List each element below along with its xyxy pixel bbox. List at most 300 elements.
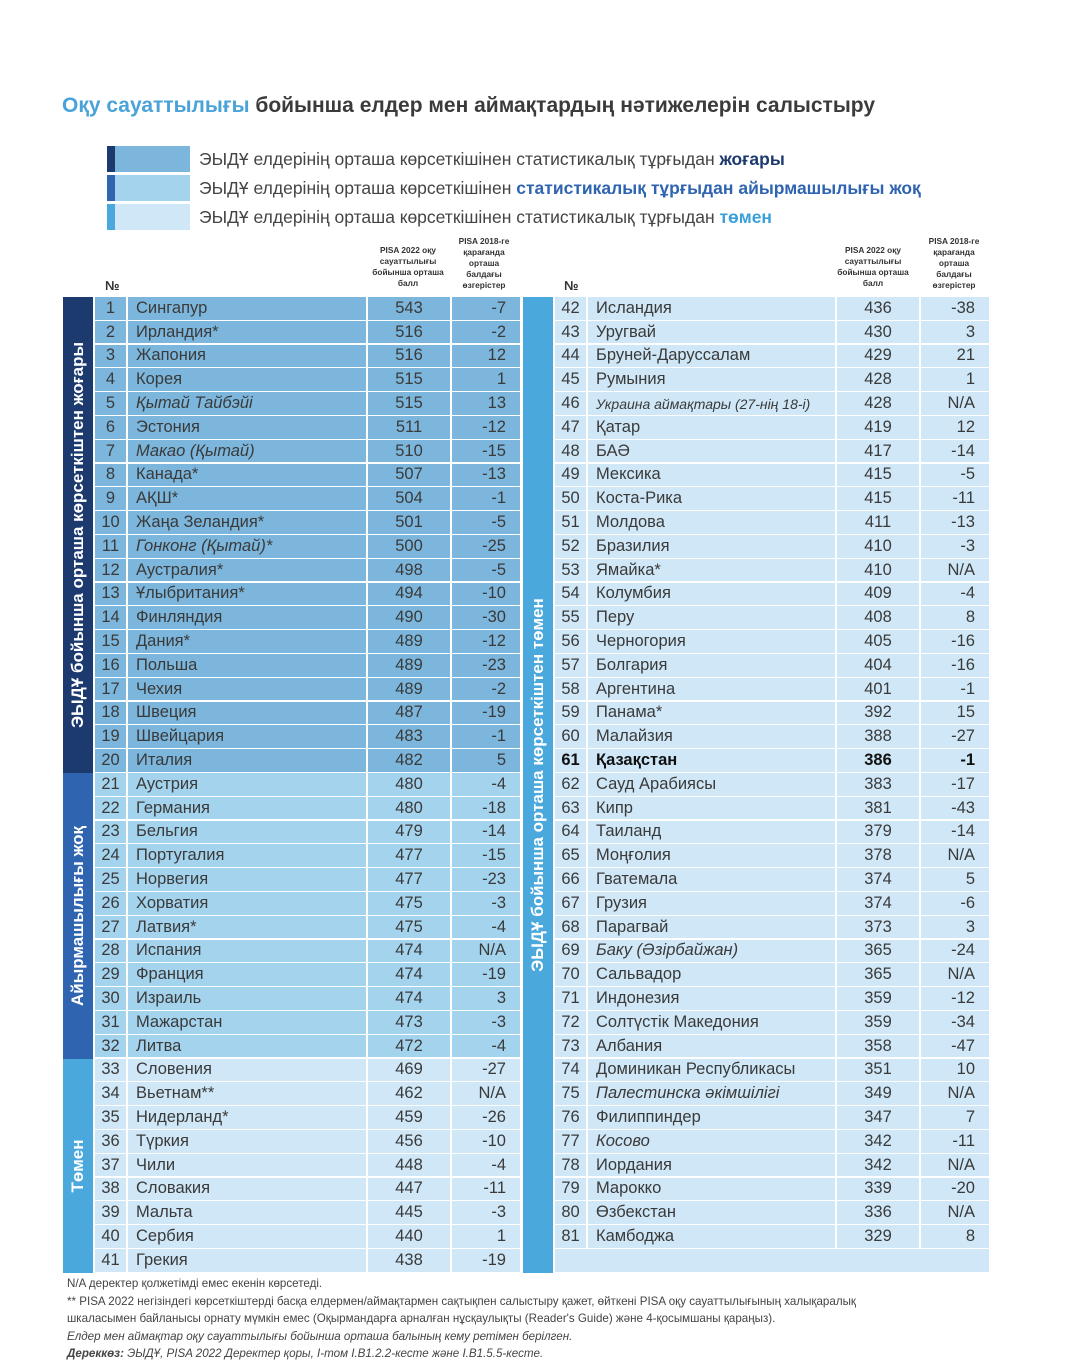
change-value: -12 [452,416,522,440]
row-number: 74 [555,1059,588,1083]
table-row [95,559,522,583]
row-number: 51 [555,511,588,535]
change-value: 3 [921,916,991,940]
change-value: -3 [452,1201,522,1225]
country-name: Нидерланд* [128,1106,368,1130]
table-row [555,702,991,726]
score-value: 482 [368,749,452,773]
row-number: 26 [95,892,128,916]
legend-swatch-bar [107,204,115,230]
notes [67,1275,856,1363]
left-change-header: PISA 2018-ге қарағанда орташа балдағы өзгерістер [458,236,510,290]
right-change-header: PISA 2018-ге қарағанда орташа балдағы өзгерістер [928,236,980,290]
row-number: 13 [95,583,128,607]
country-name: Түркия [128,1130,368,1154]
country-name: АҚШ* [128,487,368,511]
country-name: Албания [588,1035,837,1059]
table-row [555,1201,991,1225]
country-name: Жапония [128,345,368,369]
country-name: Исландия [588,297,837,321]
score-value: 440 [368,1225,452,1249]
change-value: -3 [452,1011,522,1035]
row-number: 20 [95,749,128,773]
table-row [95,1059,522,1083]
country-name: Палестинска әкімшілігі [588,1082,837,1106]
table-row [95,1201,522,1225]
country-name: Вьетнам** [128,1082,368,1106]
country-name: Косово [588,1130,837,1154]
country-name: Солтүстік Македония [588,1011,837,1035]
legend-item [107,204,1007,230]
score-value: 388 [837,725,921,749]
score-value: 336 [837,1201,921,1225]
change-value: N/A [921,392,991,416]
score-value: 472 [368,1035,452,1059]
change-value: -1 [921,678,991,702]
score-value: 359 [837,1011,921,1035]
country-name: Кипр [588,797,837,821]
row-number: 37 [95,1154,128,1178]
title-rest: бойынша елдер мен аймақтардың нәтижелерін салыстыру [249,94,875,117]
score-value: 480 [368,773,452,797]
country-name: Бельгия [128,821,368,845]
table-row [95,440,522,464]
score-value: 365 [837,940,921,964]
row-number: 6 [95,416,128,440]
row-number: 10 [95,511,128,535]
score-value: 383 [837,773,921,797]
country-name: Перу [588,606,837,630]
score-value: 415 [837,464,921,488]
score-value: 447 [368,1178,452,1202]
country-name: Сербия [128,1225,368,1249]
row-number: 44 [555,345,588,369]
table-row [555,464,991,488]
table-row [95,797,522,821]
change-value: -12 [921,987,991,1011]
change-value: N/A [921,559,991,583]
country-name: Моңғолия [588,844,837,868]
change-value: -11 [921,1130,991,1154]
change-value: -14 [452,821,522,845]
row-number: 78 [555,1154,588,1178]
change-value: -2 [452,321,522,345]
score-value: 500 [368,535,452,559]
change-value: 5 [921,868,991,892]
country-name: Словения [128,1059,368,1083]
row-number: 80 [555,1201,588,1225]
change-value: -1 [452,725,522,749]
row-number: 7 [95,440,128,464]
country-name: Норвегия [128,868,368,892]
country-name: Испания [128,940,368,964]
row-number: 45 [555,368,588,392]
row-number: 70 [555,963,588,987]
change-value: -14 [921,821,991,845]
change-value: -10 [452,1130,522,1154]
table-row [95,1249,522,1273]
score-value: 489 [368,654,452,678]
score-value: 501 [368,511,452,535]
row-number: 57 [555,654,588,678]
change-value: 12 [452,345,522,369]
change-value: -1 [921,749,991,773]
row-number: 3 [95,345,128,369]
country-name: Канада* [128,464,368,488]
table-row [95,1082,522,1106]
change-value: -18 [452,797,522,821]
table-row [555,1225,991,1249]
row-number: 50 [555,487,588,511]
change-value: -4 [452,773,522,797]
row-number: 76 [555,1106,588,1130]
change-value: -19 [452,1249,522,1273]
country-name: Франция [128,963,368,987]
country-name: Хорватия [128,892,368,916]
change-value: 15 [921,702,991,726]
country-name: Эстония [128,416,368,440]
score-value: 381 [837,797,921,821]
country-name: Ұлыбритания* [128,583,368,607]
table-row [95,1106,522,1130]
row-number: 16 [95,654,128,678]
country-name: Парагвай [588,916,837,940]
score-value: 469 [368,1059,452,1083]
source-text: ЭЫДҰ, PISA 2022 Деректер қоры, I-том I.B1.2.2-кесте және I.B1.5.5-кесте. [123,1347,544,1360]
table-row [95,1035,522,1059]
row-number: 18 [95,702,128,726]
score-value: 445 [368,1201,452,1225]
score-value: 515 [368,392,452,416]
table-row [95,392,522,416]
table-row [555,725,991,749]
table-row [555,1082,991,1106]
table-row [95,606,522,630]
change-value: -4 [452,1035,522,1059]
change-value: 3 [921,321,991,345]
score-value: 359 [837,987,921,1011]
score-value: 379 [837,821,921,845]
country-name: Аустрия [128,773,368,797]
country-name: Румыния [588,368,837,392]
country-name: Марокко [588,1178,837,1202]
left-score-header: PISA 2022 оқу сауаттылығы бойынша орташа балл [372,245,444,288]
score-value: 411 [837,511,921,535]
country-name: Индонезия [588,987,837,1011]
row-number: 22 [95,797,128,821]
table-row [555,440,991,464]
row-number: 25 [95,868,128,892]
score-value: 374 [837,868,921,892]
table-row [95,725,522,749]
change-value: -1 [452,487,522,511]
table-row [555,559,991,583]
score-value: 405 [837,630,921,654]
row-number: 69 [555,940,588,964]
band-below-right [523,297,553,1273]
country-name: Қытай Тайбэйі [128,392,368,416]
change-value: -30 [452,606,522,630]
row-number: 68 [555,916,588,940]
table-row [95,321,522,345]
change-value: -43 [921,797,991,821]
table-row [95,535,522,559]
legend-prefix: ЭЫДҰ елдерінің орташа көрсеткішінен [199,178,517,198]
change-value: 5 [452,749,522,773]
country-name: Коста-Рика [588,487,837,511]
note-footnote-2: шкаласымен байланысы орнату мүмкін емес (Оқырмандарға арналған нұсқаулықты (Reader's Guide) және 4-қосымшаны қараңыз). [67,1312,776,1325]
change-value: 8 [921,1225,991,1249]
country-name: Литва [128,1035,368,1059]
country-name: Мажарстан [128,1011,368,1035]
country-name: Аргентина [588,678,837,702]
change-value: -14 [921,440,991,464]
table-row [95,892,522,916]
country-name: Корея [128,368,368,392]
table-row [555,963,991,987]
table-row [555,844,991,868]
score-value: 410 [837,559,921,583]
score-value: 456 [368,1130,452,1154]
change-value: -27 [452,1059,522,1083]
score-value: 483 [368,725,452,749]
row-number: 42 [555,297,588,321]
score-value: 358 [837,1035,921,1059]
row-number: 49 [555,464,588,488]
row-number: 75 [555,1082,588,1106]
change-value: 21 [921,345,991,369]
table-row [95,654,522,678]
country-name: Латвия* [128,916,368,940]
row-number: 71 [555,987,588,1011]
country-name: Финляндия [128,606,368,630]
country-name: Малайзия [588,725,837,749]
note-source [67,1345,856,1363]
change-value: -19 [452,963,522,987]
score-value: 417 [837,440,921,464]
row-number: 56 [555,630,588,654]
score-value: 339 [837,1178,921,1202]
table-row [95,749,522,773]
table-row [555,535,991,559]
change-value: -7 [452,297,522,321]
table-row [95,678,522,702]
change-value: 10 [921,1059,991,1083]
row-number: 52 [555,535,588,559]
table-row [555,892,991,916]
right-score-header: PISA 2022 оқу сауаттылығы бойынша орташа балл [837,245,909,288]
country-name: Молдова [588,511,837,535]
change-value: -47 [921,1035,991,1059]
score-value: 448 [368,1154,452,1178]
score-value: 374 [837,892,921,916]
score-value: 351 [837,1059,921,1083]
table-row [555,797,991,821]
change-value: -3 [921,535,991,559]
row-number: 48 [555,440,588,464]
table-row [555,368,991,392]
country-name: Дания* [128,630,368,654]
country-name: Колумбия [588,583,837,607]
score-value: 475 [368,892,452,916]
row-number: 58 [555,678,588,702]
change-value: 7 [921,1106,991,1130]
score-value: 409 [837,583,921,607]
legend-item [107,146,1007,172]
country-name: Аустралия* [128,559,368,583]
row-number: 43 [555,321,588,345]
country-name: Бразилия [588,535,837,559]
row-number: 4 [95,368,128,392]
table-row [555,392,991,416]
score-value: 408 [837,606,921,630]
country-name: Филиппиндер [588,1106,837,1130]
row-number: 14 [95,606,128,630]
country-name: Болгария [588,654,837,678]
row-number: 66 [555,868,588,892]
score-value: 494 [368,583,452,607]
score-value: 489 [368,630,452,654]
row-number: 39 [95,1201,128,1225]
change-value: -34 [921,1011,991,1035]
score-value: 415 [837,487,921,511]
change-value: -23 [452,654,522,678]
change-value: -10 [452,583,522,607]
row-number: 62 [555,773,588,797]
change-value: -3 [452,892,522,916]
table-row [95,963,522,987]
score-value: 404 [837,654,921,678]
table-row [555,1130,991,1154]
score-value: 507 [368,464,452,488]
score-value: 342 [837,1154,921,1178]
row-number: 21 [95,773,128,797]
score-value: 479 [368,821,452,845]
row-number: 28 [95,940,128,964]
row-number: 53 [555,559,588,583]
band-below-left [63,1059,93,1273]
legend-swatch-bar [107,175,115,201]
country-name: Таиланд [588,821,837,845]
row-number: 24 [95,844,128,868]
country-name: Швейцария [128,725,368,749]
country-name: Чехия [128,678,368,702]
table-row [555,987,991,1011]
score-value: 430 [837,321,921,345]
row-number: 65 [555,844,588,868]
country-name: Гонконг (Қытай)* [128,535,368,559]
country-name: Грекия [128,1249,368,1273]
row-number: 32 [95,1035,128,1059]
table-row [95,416,522,440]
band-similar [63,773,93,1059]
change-value: -15 [452,844,522,868]
change-value: N/A [921,1082,991,1106]
change-value: -20 [921,1178,991,1202]
change-value: N/A [921,1154,991,1178]
country-name: Германия [128,797,368,821]
change-value: 1 [921,368,991,392]
country-name: Грузия [588,892,837,916]
country-name: Камбоджа [588,1225,837,1249]
table-row [95,821,522,845]
table-row [555,511,991,535]
change-value: 1 [452,368,522,392]
country-name: Ямайка* [588,559,837,583]
table-row [555,940,991,964]
score-value: 329 [837,1225,921,1249]
change-value: -38 [921,297,991,321]
row-number: 8 [95,464,128,488]
row-number: 1 [95,297,128,321]
row-number: 73 [555,1035,588,1059]
score-value: 429 [837,345,921,369]
row-number: 29 [95,963,128,987]
change-value: N/A [921,1201,991,1225]
country-name: Португалия [128,844,368,868]
change-value: 12 [921,416,991,440]
row-number: 2 [95,321,128,345]
table-row [555,821,991,845]
table-row [95,1011,522,1035]
score-value: 477 [368,844,452,868]
row-number: 77 [555,1130,588,1154]
row-number: 33 [95,1059,128,1083]
left-num-header: № [105,278,120,293]
country-name: Словакия [128,1178,368,1202]
table-row [95,1178,522,1202]
change-value: 3 [452,987,522,1011]
source-label: Дереккөз: [67,1347,124,1360]
note-footnote-1: ** PISA 2022 негізіндегі көрсеткіштерді басқа елдермен/аймақтармен сақтықпен салыстыру қажет, өйткені PISA оқу сауаттылығының халықаралық [67,1294,857,1308]
row-number: 30 [95,987,128,1011]
row-number: 55 [555,606,588,630]
score-value: 510 [368,440,452,464]
row-number: 38 [95,1178,128,1202]
note-na: N/A деректер қолжетімді емес екенін көрсетеді. [67,1277,323,1290]
legend-swatch [107,175,190,201]
country-name: Польша [128,654,368,678]
table-row [555,654,991,678]
table-row [555,297,991,321]
score-value: 373 [837,916,921,940]
change-value: -27 [921,725,991,749]
legend-prefix: ЭЫДҰ елдерінің орташа көрсеткішінен статистикалық тұрғыдан [199,149,720,169]
row-number: 63 [555,797,588,821]
change-value: -4 [452,1154,522,1178]
table-row [555,1011,991,1035]
score-value: 342 [837,1130,921,1154]
table-row [95,345,522,369]
country-name: Ирландия* [128,321,368,345]
table-row [95,868,522,892]
score-value: 473 [368,1011,452,1035]
table-row [555,416,991,440]
change-value: -11 [452,1178,522,1202]
country-name: Қазақстан [588,749,837,773]
table-row [555,678,991,702]
band-below-right-label: ЭЫДҰ бойынша орташа көрсеткіштен төмен [528,598,547,972]
right-num-header: № [564,278,579,293]
table-row [95,297,522,321]
change-value: -15 [452,440,522,464]
score-value: 428 [837,392,921,416]
row-number: 23 [95,821,128,845]
country-name: Доминикан Республикасы [588,1059,837,1083]
score-value: 462 [368,1082,452,1106]
table-row [555,583,991,607]
row-number: 5 [95,392,128,416]
